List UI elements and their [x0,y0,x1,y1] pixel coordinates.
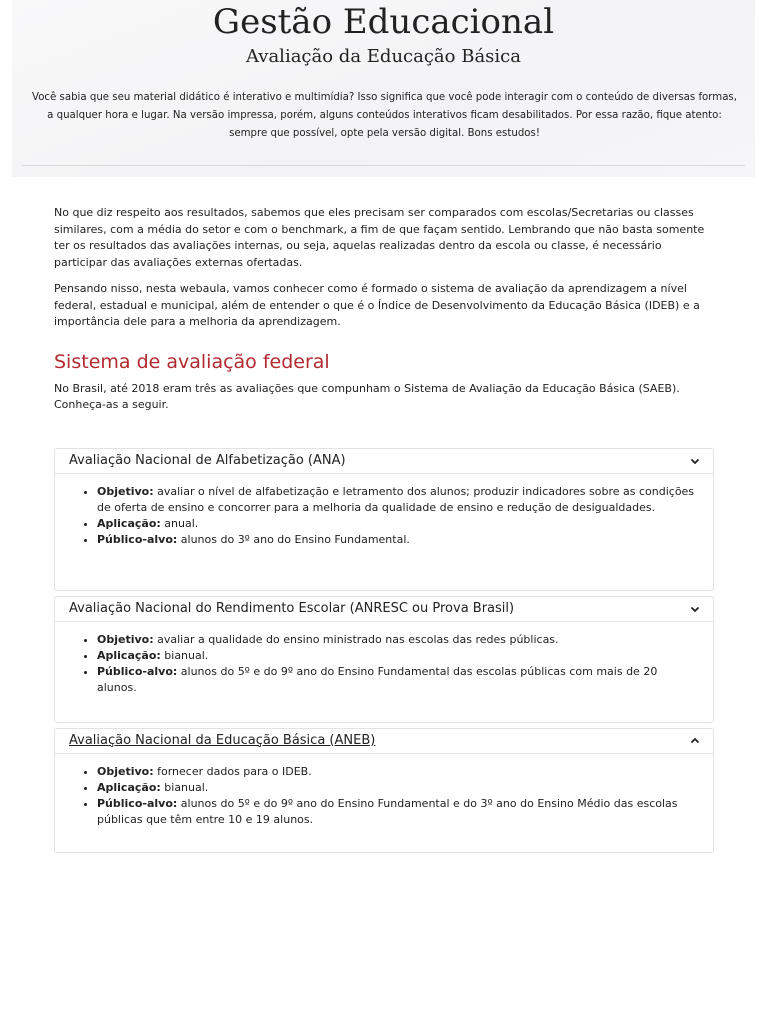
page-header [12,0,755,177]
field-label: Público-alvo: [97,796,178,810]
field-value: bianual. [164,780,209,794]
list-item [97,632,699,648]
field-value: avaliar a qualidade do ensino ministrado nas escolas das redes públicas. [157,632,559,646]
field-value: bianual. [164,648,209,662]
field-label: Público-alvo: [97,533,178,547]
page-subtitle: Avaliação da Educação Básica [246,46,521,67]
field-label: Público-alvo: [97,664,178,678]
accordion-aneb [54,728,714,853]
list-item [97,532,699,548]
main-content [54,205,714,858]
accordion-title: Avaliação Nacional de Alfabetização (ANA) [69,452,346,468]
section-text: No Brasil, até 2018 eram três as avaliações que compunham o Sistema de Avaliação da Educação Básica (SAEB). Conheça-as a seguir. [54,381,680,411]
field-label: Objetivo: [97,632,154,646]
field-value: alunos do 3º ano do Ensino Fundamental. [180,533,410,547]
accordion-body-anresc [55,622,713,722]
chevron-up-icon[interactable] [689,735,701,747]
field-label: Objetivo: [97,764,154,778]
accordion-header-aneb[interactable] [55,729,713,754]
list-item [97,764,699,780]
accordion-body-aneb [55,754,713,852]
list-item [97,484,699,516]
accordion-title: Avaliação Nacional do Rendimento Escolar (ANRESC ou Prova Brasil) [69,600,515,616]
accordion-title: Avaliação Nacional da Educação Básica (ANEB) [69,732,376,748]
field-value: alunos do 5º e do 9º ano do Ensino Fundamental e do 3º ano do Ensino Médio das escolas públicas que têm entre 10 e 19 alunos. [97,796,678,827]
field-value: alunos do 5º e do 9º ano do Ensino Fundamental das escolas públicas com mais de 20 alunos. [97,664,658,695]
header-divider [22,165,745,166]
list-item [97,664,699,696]
intro-paragraph-2: Pensando nisso, nesta webaula, vamos conhecer como é formado o sistema de avaliação da aprendizagem a nível federal, estadual e municipal, além de entender o que é o Índice de Desenvolvimento da Educação Básica (IDEB) e a importância dele para a melhoria da aprendizagem. [54,282,700,328]
field-label: Aplicação: [97,516,161,530]
section-heading: Sistema de avaliação federal [54,350,330,373]
field-label: Aplicação: [97,780,161,794]
list-item [97,516,699,532]
accordion-anresc [54,596,714,723]
list-item [97,796,699,828]
chevron-down-icon[interactable] [689,455,701,467]
field-label: Objetivo: [97,484,154,498]
accordion-body-ana [55,474,713,590]
interactive-notice: Você sabia que seu material didático é interativo e multimídia? Isso significa que você pode interagir com o conteúdo de diversas formas, a qualquer hora e lugar. Na versão impressa, porém, alguns conteúdos interativos ficam desabilitados. Por essa razão, fique atento: sempre que possível, opte pela versão digital. Bons estudos! [32,92,737,139]
field-value: anual. [164,516,199,530]
accordion-ana [54,448,714,591]
field-value: fornecer dados para o IDEB. [157,764,312,778]
list-item [97,648,699,664]
field-label: Aplicação: [97,648,161,662]
accordion-header-ana[interactable] [55,449,713,474]
accordion-header-anresc[interactable] [55,597,713,622]
intro-paragraph-1: No que diz respeito aos resultados, sabemos que eles precisam ser comparados com escolas/Secretarias ou classes similares, com a média do setor e com o benchmark, a fim de que façam sentido. Lembrando que não basta somente ter os resultados das avaliações internas, ou seja, aquelas realizadas dentro da escola ou classe, é necessário participar das avaliações externas ofertadas. [54,206,705,269]
chevron-down-icon[interactable] [689,603,701,615]
field-value: avaliar o nível de alfabetização e letramento dos alunos; produzir indicadores sobre as condições de oferta de ensino e concorrer para a melhoria da qualidade de ensino e redução de desigualdades. [97,484,695,514]
list-item [97,780,699,796]
page-title: Gestão Educacional [212,2,555,42]
